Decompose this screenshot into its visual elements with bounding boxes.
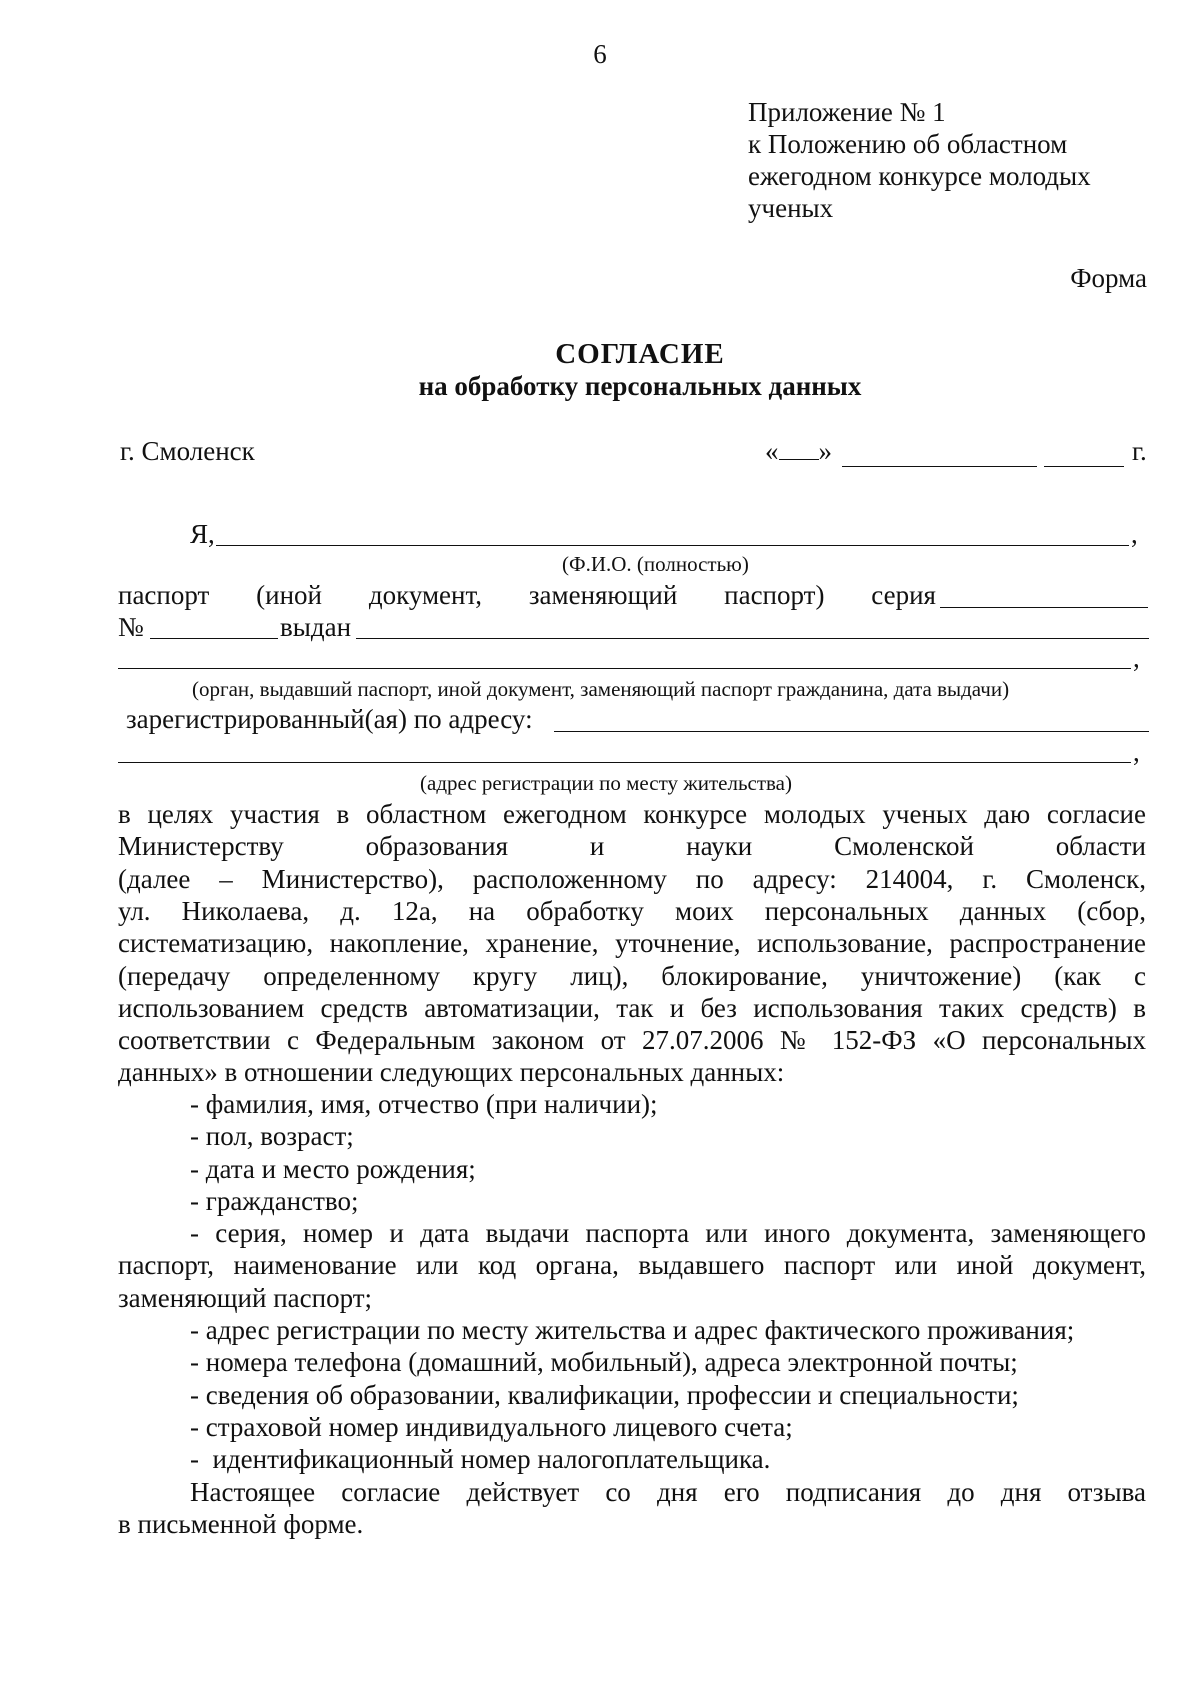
list-item: - номера телефона (домашний, мобильный), адреса электронной почты; [190,1347,1018,1378]
appendix-line-1: Приложение № 1 [748,97,946,127]
document-subtitle: на обработку персональных данных [418,371,862,401]
appendix-block [748,96,1091,224]
para-line-5: систематизацию, накопление, хранение, уточнение, использование, распространение [118,928,1146,959]
address-comma: , [1133,737,1140,767]
passport-word-2: (иной [256,580,322,610]
appendix-line-2: к Положению об областном [748,129,1068,159]
address-blank-2[interactable] [118,762,1131,763]
data-list-2 [190,1314,1074,1475]
para-line-8: соответствии с Федеральным законом от 27.07.2006 № 152-ФЗ «О персональных [118,1025,1146,1056]
quote-close: » [818,436,832,466]
issued-comma: , [1133,643,1140,673]
passport-row [118,579,936,611]
passport-word-3: документ, [368,580,482,610]
issued-label: выдан [280,612,352,642]
year-suffix: г. [1132,436,1147,466]
series-blank[interactable] [940,607,1148,608]
para-line-6: (передачу определенному кругу лиц), блокирование, уничтожение) (как с [118,960,1146,991]
document-title: СОГЛАСИЕ [555,338,725,370]
list-item: - страховой номер индивидуального лицевого счета; [190,1411,793,1442]
list-item: - пол, возраст; [190,1121,354,1152]
i-label: Я, [190,519,215,549]
passport-word-1: паспорт [118,580,210,610]
city: г. Смоленск [120,436,255,466]
passport-word-5: паспорт) [724,580,825,610]
year-blank[interactable] [1044,466,1124,467]
list-item: - гражданство; [190,1185,359,1216]
page-number: 6 [593,39,607,69]
address-blank-1[interactable] [554,731,1149,732]
list-item: - дата и место рождения; [190,1153,476,1184]
address-caption: (адрес регистрации по месту жительства) [420,771,792,795]
registered-label: зарегистрированный(ая) по адресу: [126,704,533,734]
list-item: - сведения об образовании, квалификации, профессии и специальности; [190,1379,1019,1410]
fio-blank[interactable] [216,545,1129,546]
day-blank[interactable] [779,437,819,460]
list-item: - серия, номер и дата выдачи паспорта или иного документа, заменяющего [190,1218,1146,1248]
issuer-caption: (орган, выдавший паспорт, иной документ, заменяющий паспорт гражданина, дата выдачи) [192,677,1010,701]
date-field[interactable] [765,435,832,467]
list-item-cont: заменяющий паспорт; [118,1282,373,1313]
para-line-7: использованием средств автоматизации, так и без использования таких средств) в [118,992,1146,1023]
list-item: - фамилия, имя, отчество (при наличии); [190,1089,658,1119]
appendix-line-4: ученых [748,193,834,223]
para-line-2: Министерству образования и науки Смоленской области [118,831,1146,862]
list-item: - идентификационный номер налогоплательщика. [190,1444,771,1475]
form-label: Форма [1070,263,1147,293]
issued-blank-2[interactable] [118,668,1131,669]
data-list [190,1088,658,1217]
closing-line-2: в письменной форме. [118,1509,364,1540]
para-line-1: в целях участия в областном ежегодном конкурсе молодых ученых даю согласие [118,799,1146,829]
para-line-4: ул. Николаева, д. 12а, на обработку моих персональных данных (сбор, [118,895,1146,926]
issued-blank-1[interactable] [356,638,1149,639]
quote-open: « [765,436,779,466]
number-blank[interactable] [150,638,278,639]
list-item: - адрес регистрации по месту жительства и адрес фактического проживания; [190,1315,1075,1345]
number-label: № [118,612,144,642]
closing-line-1: Настоящее согласие действует со дня его подписания до дня отзыва [190,1477,1146,1507]
month-blank[interactable] [842,466,1037,467]
fio-caption: (Ф.И.О. (полностью) [562,552,749,576]
list-item-cont: паспорт, наименование или код органа, выдавшего паспорт или иной документ, [118,1250,1146,1281]
appendix-line-3: ежегодном конкурсе молодых [748,161,1091,191]
para-line-3: (далее – Министерство), расположенному по адресу: 214004, г. Смоленск, [118,863,1146,894]
passport-word-6: серия [871,580,936,610]
fio-comma: , [1131,519,1138,549]
para-line-9: данных» в отношении следующих персональных данных: [118,1057,785,1088]
passport-word-4: заменяющий [528,580,678,610]
